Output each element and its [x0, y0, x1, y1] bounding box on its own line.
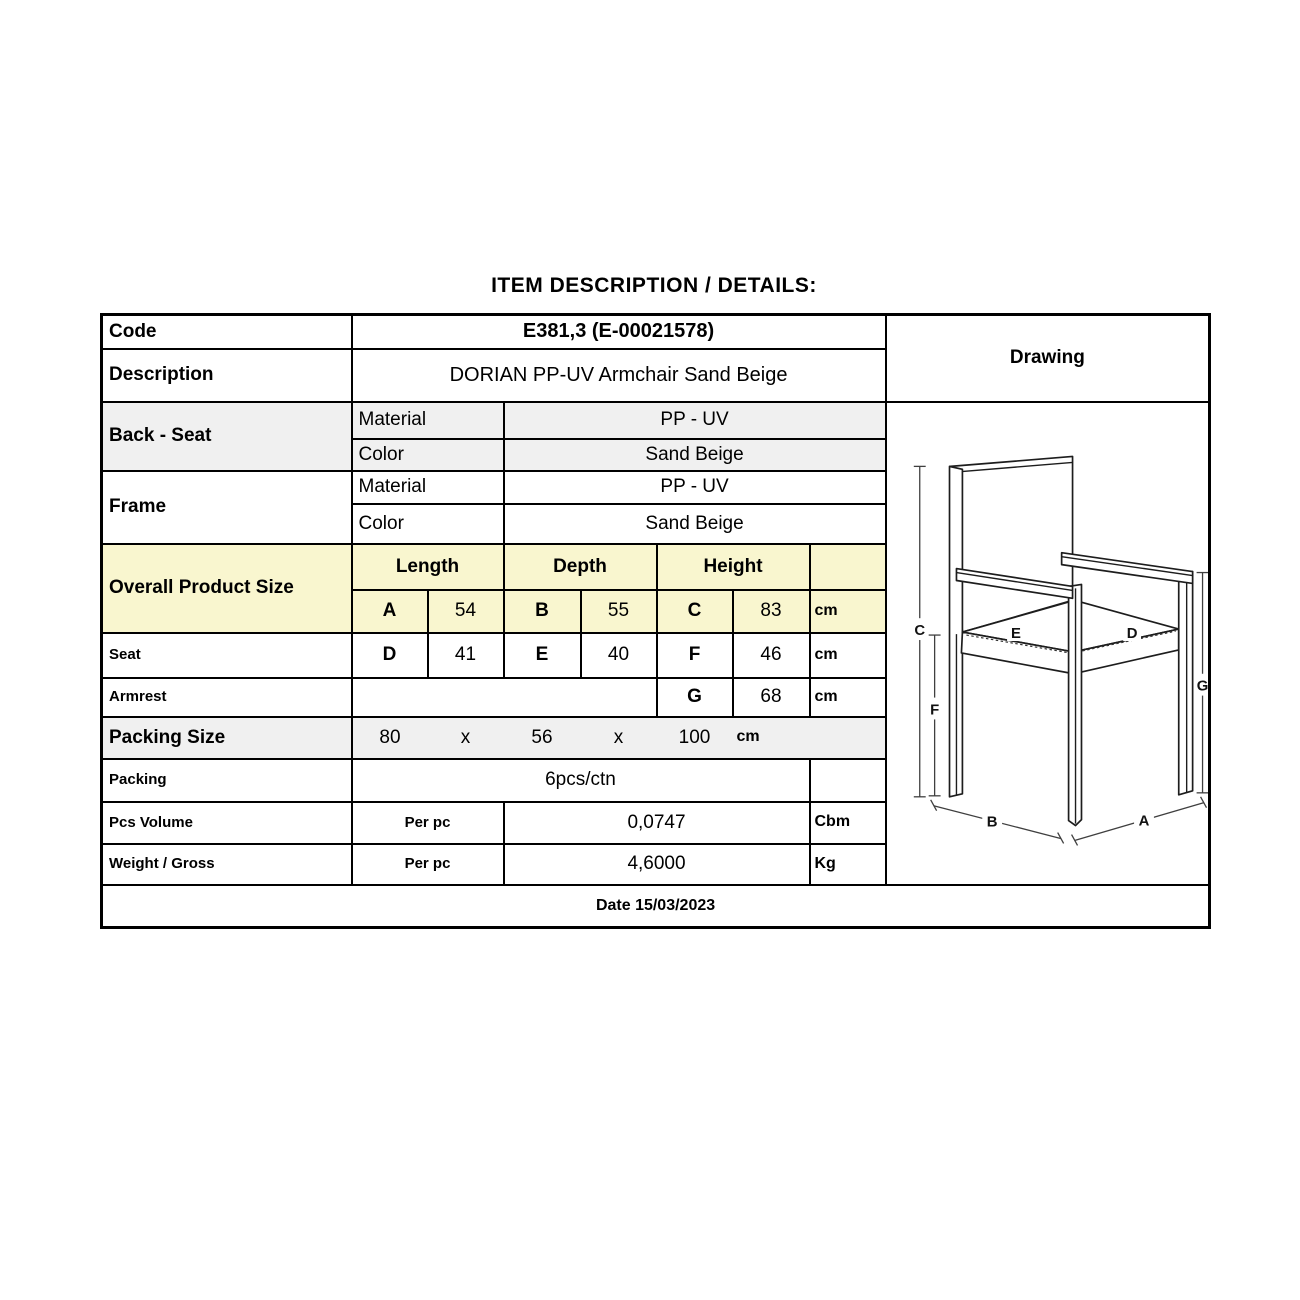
dim-line-seat-height: [925, 635, 943, 796]
chair-right-armrest: [1061, 552, 1192, 583]
packing-size-length: 80: [352, 717, 428, 759]
dim-line-length: [1071, 796, 1206, 845]
dim-label-armrest-height: G: [1196, 678, 1208, 695]
dim-line-overall-height: [910, 466, 928, 796]
weight-gross-label: Weight / Gross: [102, 844, 352, 885]
dim-label-seat-depth: E: [1010, 625, 1021, 642]
length-header: Length: [352, 544, 504, 590]
dim-label-length: A: [1138, 813, 1149, 830]
back-seat-color-label: Color: [352, 439, 504, 471]
packing-size-width: 56: [504, 717, 581, 759]
armrest-label: Armrest: [102, 678, 352, 717]
overall-height-key: C: [657, 590, 733, 633]
overall-length-key: A: [352, 590, 428, 633]
dim-label-seat-height: F: [929, 701, 939, 718]
row-code: [102, 315, 1210, 349]
overall-length-value: 54: [428, 590, 504, 633]
code-label: Code: [102, 315, 352, 349]
row-date: [102, 885, 1210, 928]
dim-line-depth: [930, 799, 1063, 843]
drawing-cell: [886, 402, 1210, 885]
packing-empty-cell: [810, 759, 886, 802]
packing-size-label: Packing Size: [102, 717, 352, 759]
seat-depth-value: 40: [581, 633, 657, 678]
packing-label: Packing: [102, 759, 352, 802]
dim-label-overall-height: C: [913, 622, 925, 639]
weight-gross-unit: Kg: [810, 844, 886, 885]
row-backseat-material: [102, 402, 1210, 439]
overall-size-unit: cm: [810, 590, 886, 633]
overall-size-label: Overall Product Size: [102, 544, 352, 633]
overall-depth-value: 55: [581, 590, 657, 633]
weight-gross-value: 4,6000: [504, 844, 810, 885]
seat-height-value: 46: [733, 633, 810, 678]
pcs-volume-basis: Per pc: [352, 802, 504, 844]
overall-height-value: 83: [733, 590, 810, 633]
depth-header: Depth: [504, 544, 657, 590]
seat-unit: cm: [810, 633, 886, 678]
armrest-height-key: G: [657, 678, 733, 717]
dim-line-armrest-height: [1193, 572, 1208, 792]
overall-depth-key: B: [504, 590, 581, 633]
size-header-unit-spacer: [810, 544, 886, 590]
page-title: ITEM DESCRIPTION / DETAILS:: [491, 274, 817, 297]
frame-color-value: Sand Beige: [504, 504, 886, 544]
pcs-volume-value: 0,0747: [504, 802, 810, 844]
code-value: E381,3 (E-00021578): [352, 315, 886, 349]
dim-label-depth: B: [986, 814, 998, 831]
frame-label: Frame: [102, 471, 352, 544]
packing-value: 6pcs/ctn: [352, 759, 810, 802]
armrest-empty-cell: [352, 678, 657, 717]
description-label: Description: [102, 349, 352, 402]
seat-length-key: D: [352, 633, 428, 678]
packing-size-sep2: x: [581, 717, 657, 759]
back-seat-label: Back - Seat: [102, 402, 352, 471]
seat-length-value: 41: [428, 633, 504, 678]
height-header: Height: [657, 544, 810, 590]
frame-material-value: PP - UV: [504, 471, 886, 504]
frame-color-label: Color: [352, 504, 504, 544]
packing-size-spacer: [810, 717, 886, 759]
armrest-unit: cm: [810, 678, 886, 717]
date-value: Date 15/03/2023: [102, 885, 1210, 928]
frame-material-label: Material: [352, 471, 504, 504]
armrest-height-value: 68: [733, 678, 810, 717]
packing-size-height: 100: [657, 717, 733, 759]
packing-size-sep1: x: [428, 717, 504, 759]
back-seat-material-label: Material: [352, 402, 504, 439]
back-seat-material-value: PP - UV: [504, 402, 886, 439]
seat-height-key: F: [657, 633, 733, 678]
pcs-volume-unit: Cbm: [810, 802, 886, 844]
back-seat-color-value: Sand Beige: [504, 439, 886, 471]
packing-size-unit: cm: [733, 717, 810, 759]
dim-label-seat-length: D: [1126, 625, 1138, 642]
spec-table: [100, 313, 1211, 929]
seat-label: Seat: [102, 633, 352, 678]
chair-right-leg: [1178, 571, 1192, 794]
drawing-header: Drawing: [886, 315, 1210, 402]
weight-gross-basis: Per pc: [352, 844, 504, 885]
chair-drawing: [887, 403, 1209, 884]
pcs-volume-label: Pcs Volume: [102, 802, 352, 844]
seat-depth-key: E: [504, 633, 581, 678]
description-value: DORIAN PP-UV Armchair Sand Beige: [352, 349, 886, 402]
